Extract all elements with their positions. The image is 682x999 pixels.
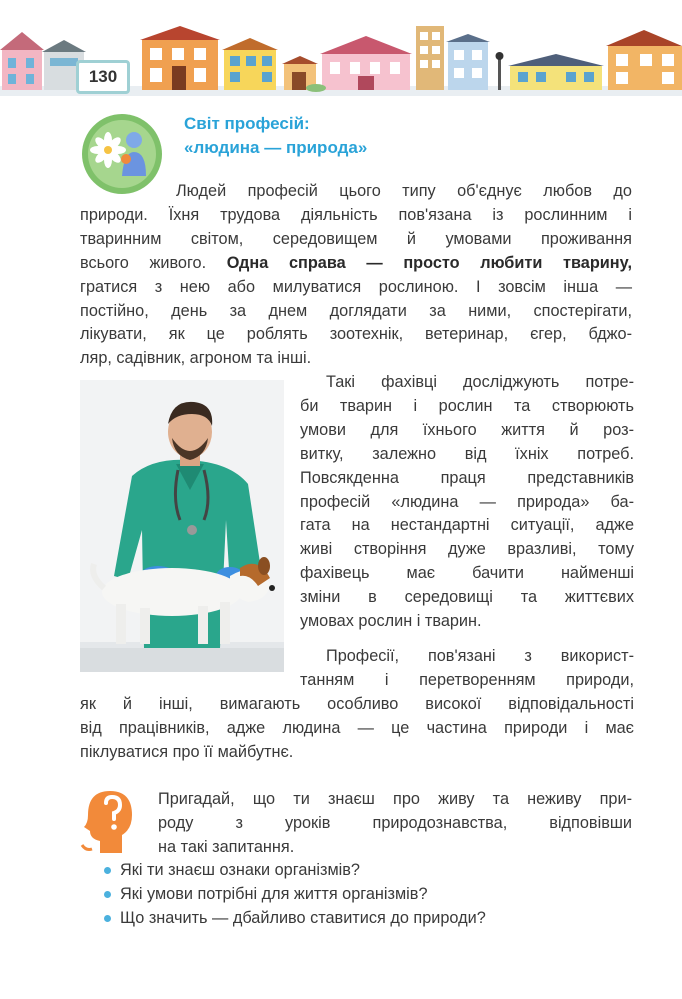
- intro-line: гратися з нею або милуватися рослиною. І зовсім інша —: [80, 277, 632, 296]
- responsibility-line: танням і перетворенням природи,: [300, 670, 634, 689]
- intro-line: природи. Їхня трудова діяльність пов'язана із рослинним і: [80, 205, 632, 224]
- specialists-line: фахівець має бачити найменші: [300, 564, 634, 583]
- specialists-line: гата на нестандартні ситуації, адже: [300, 516, 634, 535]
- specialists-line: Повсякденна праця представників: [300, 468, 634, 487]
- specialists-paragraph: [300, 371, 634, 634]
- veterinarian-with-dog-photo: [80, 380, 284, 672]
- specialists-line: Такі фахівці досліджують потре-: [326, 373, 634, 391]
- specialists-line: зміни в середовищі та життєвих: [300, 588, 634, 607]
- intro-line: Людей професій цього типу об'єднує любов до: [176, 182, 632, 200]
- page-number: 130: [76, 60, 130, 94]
- intro-line: постійно, день за днем доглядати за ними, спостерігати,: [80, 301, 632, 320]
- intro-line: лікувати, як це роблять зоотехнік, ветеринар, єгер, бджо-: [80, 325, 632, 344]
- specialists-line: витку, залежно від їхніх потреб.: [300, 444, 634, 463]
- specialists-line: би тварин і рослин та створюють: [300, 396, 634, 415]
- intro-line: ляр, садівник, агроном та інші.: [80, 349, 312, 368]
- section-title: [184, 112, 484, 160]
- intro-line: тваринним світом, середовищем й умовами проживання: [80, 229, 632, 248]
- question-intro-line: на такі запитання.: [158, 837, 295, 856]
- responsibility-line: від працівників, адже людина — це частина природи і має: [80, 718, 634, 737]
- section-title-line-1: Світ професій:: [184, 114, 310, 133]
- responsibility-paragraph-top: [300, 645, 634, 693]
- responsibility-line: піклуватися про її майбутнє.: [80, 742, 294, 761]
- section-title-line-2: «людина — природа»: [184, 138, 368, 157]
- list-item: Які ти знаєш ознаки організмів?: [100, 858, 640, 882]
- intro-line: [80, 252, 632, 276]
- specialists-line: живі створіння дуже вразливі, тому: [300, 540, 634, 559]
- intro-paragraph: [80, 180, 632, 371]
- specialists-line: умовах рослин і тварин.: [300, 612, 482, 631]
- responsibility-paragraph-bottom: [80, 693, 634, 765]
- responsibility-line: Професії, пов'язані з використ-: [326, 647, 634, 665]
- question-intro-line: Пригадай, що ти знаєш про живу та неживу при-: [158, 790, 632, 808]
- header-houses-banner: [0, 0, 682, 96]
- responsibility-line: як й інші, вимагають особливо високої відповідальності: [80, 695, 634, 713]
- intro-line-bold: Одна справа — просто любити тварину,: [226, 253, 632, 272]
- specialists-line: професій «людина — природа» ба-: [300, 492, 634, 511]
- question-intro: [158, 788, 632, 860]
- specialists-line: умови для їхнього життя й роз-: [300, 420, 634, 439]
- questions-list: [100, 858, 640, 931]
- question-intro-line: роду з уроків природознавства, відповівши: [158, 813, 632, 832]
- list-item: Які умови потрібні для життя організмів?: [100, 882, 640, 906]
- list-item: Що значить — дбайливо ставитися до природи?: [100, 906, 640, 930]
- thinking-head-question-icon: [78, 785, 138, 857]
- intro-line-part: всього живого.: [80, 253, 227, 272]
